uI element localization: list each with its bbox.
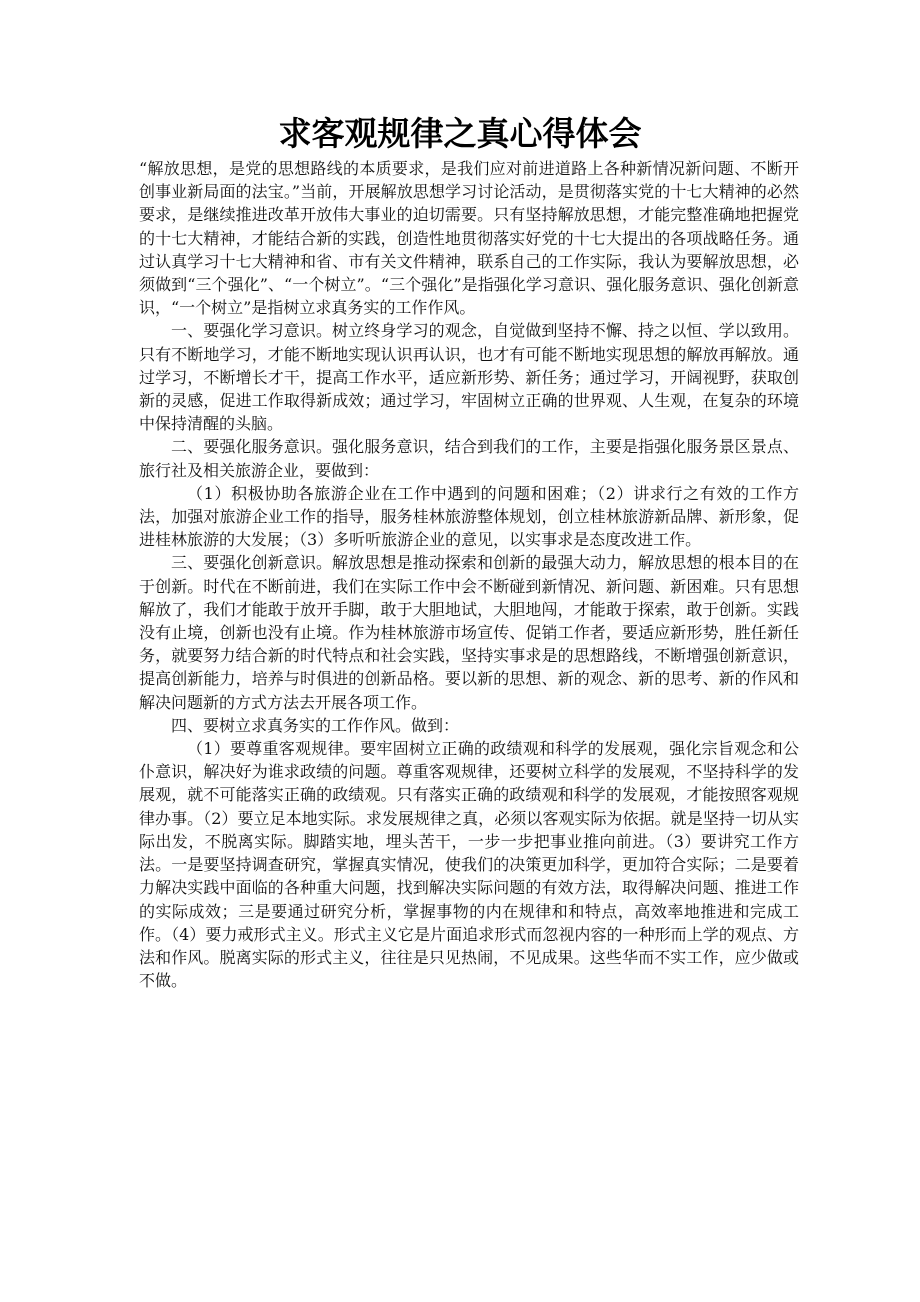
paragraph-work-style: 四、要树立求真务实的工作作风。做到：	[171, 715, 460, 735]
paragraph-study: 一、要强化学习意识。树立终身学习的观念，自觉做到坚持不懈、持之以恒、学以致用。只有不断地学习，才能不断地实现认识再认识，也才有可能不断地实现思想的解放再解放。通过学习，不断增长才干，提高工作水平，适应新形势、新任务；通过学习，开阔视野，获取创新的灵感，促进工作取得新成效；通过学习，牢固树立正确的世界观、人生观，在复杂的环境中保持清醒的头脑。	[139, 321, 799, 434]
paragraph-service: 二、要强化服务意识。强化服务意识，结合到我们的工作，主要是指强化服务景区景点、旅行社及相关旅游企业，要做到：	[139, 437, 799, 480]
paragraph-intro: “解放思想，是党的思想路线的本质要求，是我们应对前进道路上各种新情况新问题、不断开创事业新局面的法宝。”当前，开展解放思想学习讨论活动，是贯彻落实党的十七大精神的必然要求，是继续推进改革开放伟大事业的迫切需要。只有坚持解放思想，才能完整准确地把握党的十七大精神，才能结合新的实践，创造性地贯彻落实好党的十七大提出的各项战略任务。通过认真学习十七大精神和省、市有关文件精神，联系自己的工作实际，我认为要解放思想，必须做到“三个强化”、“一个树立”。“三个强化”是指强化学习意识、强化服务意识、强化创新意识，“一个树立”是指树立求真务实的工作作风。	[139, 159, 799, 318]
document-title: 求客观规律之真心得体会	[278, 114, 642, 153]
paragraph-work-style-items: （1）要尊重客观规律。要牢固树立正确的政绩观和科学的发展观，强化宗旨观念和公仆意识，解决好为谁求政绩的问题。尊重客观规律，还要树立科学的发展观，不坚持科学的发展观，就不可能落实正确的政绩观。只有落实正确的政绩观和科学的发展观，才能按照客观规律办事。（2）要立足本地实际。求发展规律之真，必须以客观实际为依据。就是坚持一切从实际出发，不脱离实际。脚踏实地，埋头苦干，一步一步把事业推向前进。（3）要讲究工作方法。一是要坚持调查研究，掌握真实情况，使我们的决策更加科学，更加符合实际；二是要着力解决实践中面临的各种重大问题，找到解决实际问题的有效方法，取得解决问题、推进工作的实际成效；三是要通过研究分析，掌握事物的内在规律和和特点，高效率地推进和完成工作。（4）要力戒形式主义。形式主义它是片面追求形式而忽视内容的一种形而上学的观点、方法和作风。脱离实际的形式主义，往往是只见热闹，不见成果。这些华而不实工作，应少做或不做。	[139, 739, 799, 991]
paragraph-service-items: （1）积极协助各旅游企业在工作中遇到的问题和困难；（2）讲求行之有效的工作方法，加强对旅游企业工作的指导，服务桂林旅游整体规划，创立桂林旅游新品牌、新形象，促进桂林旅游的大发展；（3）多听听旅游企业的意见，以实事求是态度改进工作。	[139, 483, 799, 550]
document-body	[139, 157, 799, 992]
paragraph-innovation: 三、要强化创新意识。解放思想是推动探索和创新的最强大动力，解放思想的根本目的在于创新。时代在不断前进，我们在实际工作中会不断碰到新情况、新问题、新困难。只有思想解放了，我们才能敢于放开手脚，敢于大胆地试，大胆地闯，才能敢于探索，敢于创新。实践没有止境，创新也没有止境。作为桂林旅游市场宣传、促销工作者，要适应新形势，胜任新任务，就要努力结合新的时代特点和社会实践，坚持实事求是的思想路线，不断增强创新意识，提高创新能力，培养与时俱进的创新品格。要以新的思想、新的观念、新的思考、新的作风和解决问题新的方式方法去开展各项工作。	[139, 553, 799, 712]
